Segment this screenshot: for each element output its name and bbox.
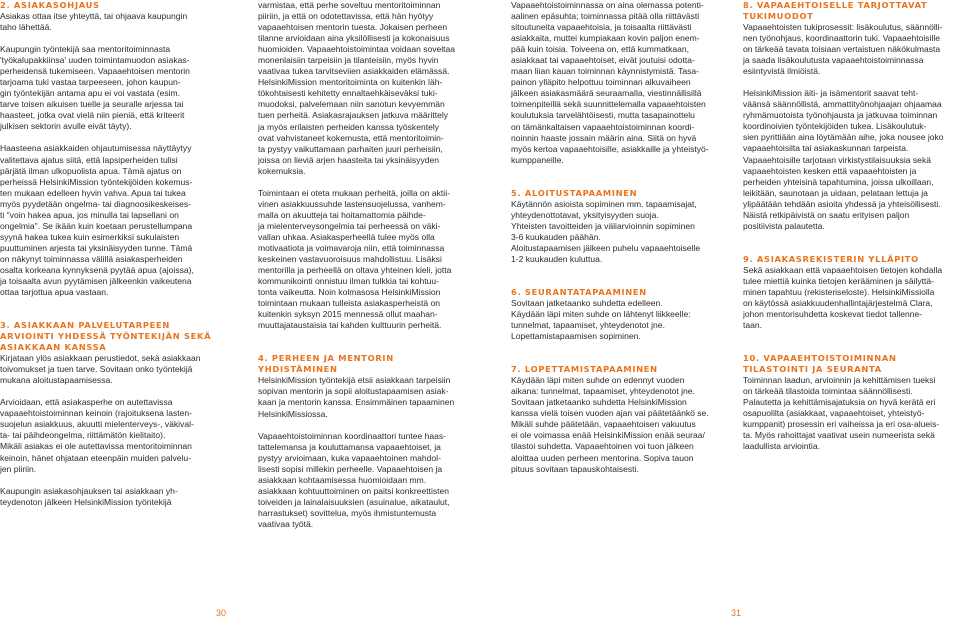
section-heading-9: 9. ASIAKASREKISTERIN YLLÄPITO [743, 253, 919, 264]
paragraph: HelsinkiMission työntekijä etsii asiakkaan tarpeisiin sopivan mentorin ja sopii aloitustapaamisen asiak- kaan ja mentorin kanssa. Ensimmäinen tapaaminen HelsinkiMissiossa. [258, 375, 455, 419]
left-page-column-1 [0, 0, 216, 508]
paragraph: Käydään läpi miten suhde on edennyt vuoden aikana: tunnelmat, tapaamiset, yhteydenotot jne. Sovitaan jatketaanko suhdetta HelsinkiMission kanssa vielä toisen vuoden ajan vai päätetäänkö se. Mikäli suhde päätetään, vapaaehtoisen vakuutus ei ole voimassa enää HelsinkiMission enää seuraa/ tilastoi suhdetta. Vapaaehtoinen voi tuon jälkeen aloittaa uuden perheen mentorina. Sopiva tauon pituus sovitaan tapauskohtaisesti. [511, 375, 709, 474]
paragraph: Vapaaehtoisten tukiprosessit: lisäkoulutus, säännölli- nen työnohjaus, koordinaattorin tuki. Vapaaehtoisille on tärkeää tavata toisiaan vertaistuen näkökulmasta ja saada lisäkoulutusta vapaaehtoistoiminnassa esiintyvistä ilmiöistä. [743, 22, 943, 77]
paragraph: Käytännön asioista sopiminen mm. tapaamisajat, yhteydenottotavat, yksityisyyden suoja. Yhteisten tavoitteiden ja väliarvioinnin sopiminen 3-6 kuukauden päähän. Aloitustapaamisen jälkeen puhelu vapaaehtoiselle 1-2 kuukauden kuluttua. [511, 198, 701, 264]
paragraph: Sovitaan jatketaanko suhdetta edelleen. Käydään läpi miten suhde on lähtenyt liikkeelle: tunnelmat, tapaamiset, yhteydenotot jne. Lopettamistapaamisen sopiminen. [511, 297, 691, 342]
page-number-left: 30 [216, 608, 227, 618]
section-heading-5: 5. ALOITUSTAPAAMINEN [511, 187, 638, 198]
paragraph: Asiakas ottaa itse yhteyttä, tai ohjaava kaupungin taho lähettää. [0, 11, 188, 33]
right-page-column-1 [511, 0, 727, 475]
page-number-right: 31 [731, 608, 742, 618]
paragraph: Vapaaehtoistoiminnan koordinaattori tuntee haas- tattelemansa ja kouluttamansa vapaaehtoiset, ja pystyy arvioimaan, kuka vapaaehtoinen mahdol- lisesti sopisi millekin perheelle. Vapaaehtoisen ja asiakkaan kohtaamisessa huomioidaan mm. asiakkaan kohtuuttoiminen on paitsi konkreettisten toiveiden ja lainalaisuuksien (asuinalue, aikataulut, harrastukset) sovittelua, myös ihmistuntemusta vaativaa työtä. [258, 430, 450, 529]
section-heading-4: 4. PERHEEN JA MENTORIN YHDISTÄMINEN [258, 353, 394, 375]
section-heading-2: 2. ASIAKASOHJAUS [0, 0, 100, 10]
section-heading-7: 7. LOPETTAMISTAPAAMINEN [511, 364, 658, 375]
paragraph: Toiminnan laadun, arvioinnin ja kehittämisen tueksi on tärkeää tilastoida toimintaa säännöllisesti. Palautetta ja kehittämisajatuksia on hyvä kerätä eri osapuolilta (asiakkaat, vapaaehtoiset, yhteistyö- kumppanit) prosessin eri vaiheissa ja eri osa-alueis- ta. Myös rahoittajat vaativat usein numeerista sekä laadullista arviointia. [743, 375, 940, 452]
paragraph: Vapaaehtoistoiminnassa on aina olemassa potenti- aalinen epäsuhta; toiminnassa pitää olla riittävästi sitoutuneita vapaaehtoisia, ja toisaalta riittävästi asiakkaita, muttei kumpiakaan kovin paljon enem- pää kuin toisia. Toiveena on, että kummatkaan, asiakkaat tai vapaaehtoiset, eivät joutuisi odotta- maan liian kauan toiminnan käynnistymistä. Tasa- painon ylläpito helpottuu toiminnan alkuvaiheen jälkeen asiakasmäärä seuraamalla, viestinnällisillä toimenpiteillä sekä suunnittelemalla vapaaehtoisten koulutuksia tarvelähtöisesti, mutta tasapainottelu on tämänkaltaisen vapaaehtoistoiminnan koordi- noinnin haaste jossain määrin aina. Siitä on hyvä myös kertoa vapaaehtoisille, asiakkaille ja yhteistyö- kumppaneille. [511, 0, 709, 165]
section-heading-3: 3. ASIAKKAAN PALVELUTARPEEN ARVIOINTI YHDESSÄ TYÖNTEKIJÄN SEKÄ ASIAKKAAN KANSSA [0, 320, 212, 353]
paragraph: Kirjataan ylös asiakkaan perustiedot, sekä asiakkaan toivomukset ja tuen tarve. Sovitaan onko työntekijä mukana aloitustapaamisessa. [0, 353, 201, 386]
section-heading-6: 6. SEURANTATAPAAMINEN [511, 286, 647, 297]
paragraph: HelsinkiMission äiti- ja isämentorit saavat teht- väänsä säännöllistä, ammattityönohjaajan ohjaamaa ryhmämuotoista työnohjausta ja jatkuvaa toiminnan koordinoivien työntekijöiden tukea. Lisäkoulutuk- sien pyrittiään aina löytämään aihe, joka nousee joko vapaaehtoisilta tai asiakaskunnan tarpeista. Vapaaehtoisille tarjotaan virkistystilaisuuksia sekä vapaaehtoisten kesken että vapaaehtoisten ja perheiden yhteisinä tapahtumina, joissa ulkoillaan, leikitään, saunotaan ja uidaan, pelataan lettuja ja ylipäätään tehdään asioita yhdessä ja yhteisöllisesti. Näistä retkipäivistä on saatu erityisen paljon positiivista palautetta. [743, 88, 944, 231]
paragraph: Haasteena asiakkaiden ohjautumisessa näyttäytyy valitettava ajatus siitä, että lapsiperheiden tulisi pärjätä ilman ulkopuolista apua. Tämä ajatus on perheissä HelsinkiMission työntekijöiden kokemus- ten mukaan edelleen hyvin vahva. Apua tai tukea myös pyydetään ongelma- tai diagnoosikeskeises- ti "voin hakea apua, jos minulla tai lapsellani on ongelmia". Se ikään kuin koetaan perustellumpana syynä hakea tukea kuin esimerkiksi sukulaisten puuttuminen arjesta tai yksinäisyyden tunne. Tämä on näkynyt toiminnassa välillä asiakasperheiden osalta korkeana kynnyksenä pyytää apua (ajoissa), ja toisaalta avun pyytämisen jälkeenkin vaikeutena ottaa tarjottua apua vastaan. [0, 143, 194, 298]
section-heading-10: 10. VAPAAEHTOISTOIMINNAN TILASTOINTI JA SEURANTA [743, 353, 897, 375]
paragraph: varmistaa, että perhe soveltuu mentoritoiminnan piiriin, ja että on odotettavissa, että hän hyötyy vapaaehtoisen mentorin tuesta. Jokaisen perheen tilanne arvioidaan aina yksilöllisesti ja kokonaisuus huomioiden. Vapaaehtoistoimintaa voidaan soveltaa monenlaisiin tarpeisiin ja tilanteisiin, myös hyvin vaativaa tukea tarvitseviien asiakkaiden elämässä. HelsinkiMission mentoritoiminta on kuitenkin läh- tökohtaisesti kehitetty ennaltaehkäiseväksi tuki- muodoksi, palvelemaan niin sanotun kevyemmän tuen perheitä. Asiakasrajauksen jatkuva määrittely ja myös erilaisten perheiden kanssa työskentely ovat vahvistaneet kokemusta, että mentoritoimin- ta pystyy vaikuttamaan parhaiten juuri perheisiin, joissa on lieviä arjen haasteita tai yksinäisyyden kokemuksia. [258, 0, 456, 176]
paragraph: Sekä asiakkaan että vapaaehtoisen tietojen kohdalla tulee miettiä kuinka tietojen kerääminen ja säilyttä- minen tapahtuu (rekisteriseloste). HelsinkiMissiolla on käytössä asiakkuudenhallintajärjestelmä Clara, johon mentorisuhdetta koskevat tiedot tallenne- taan. [743, 264, 943, 331]
section-heading-8: 8. VAPAAEHTOISELLE TARJOTTAVAT TUKIMUODOT [743, 0, 928, 21]
paragraph: Arvioidaan, että asiakasperhe on autettavissa vapaaehtoistoiminnan keinoin (rajoituksena lasten- suojelun asiakkuus, akuutti mielenterveys-, väkival- ta- tai päihdeongelma, riittämätön kielitaito). Mikäli asiakas ei ole autettavissa mentoritoiminnan keinoin, hänet ohjataan eteenpäin muiden palvelu- jen piiriin. [0, 397, 194, 474]
paragraph: Toimintaan ei oteta mukaan perheitä, joilla on aktii- vinen asiakkuussuhde lastensuojelussa, vanhem- malla on akuutteja tai hoitamattomia päihde- ja mielenterveysongelmia tai perheessä on väki- vallan uhkaa. Asiakasperheellä tulee myös olla motivaatiota ja voimavaroja niin, että toiminnassa keskeinen vastavuoroisuus mahdollistuu. Lisäksi mentorilla ja perheellä on oltava yhteinen kieli, jotta kommunikointi onnistuu ilman tulkkia tai kohtuu- tonta vaikeutta. Noin kolmasosa HelsinkiMission toimintaan mukaan tulleista asiakasperheistä on kuitenkin syksyn 2015 mennessä ollut maahan- muuttajataustaisia tai kahden kulttuurin perheitä. [258, 187, 452, 331]
paragraph: Kaupungin asiakasohjauksen tai asiakkaan yh- teydenoton jälkeen HelsinkiMission työntekijä [0, 485, 178, 507]
right-page-column-2 [743, 0, 959, 452]
left-page-column-2 [258, 0, 474, 530]
paragraph: Kaupungin työntekijä saa mentoritoiminnasta 'työkalupakkiinsa' uuden toimintamuodon asiakas- perheidensä tukemiseen. Vapaaehtoisen mentorin tarjoama tuki vastaa tarpeeseen, johon kaupun- gin työntekijän antama apu ei voi vastata (esim. tarve toisen aikuisen tuelle ja seuralle arjessa tai haasteet, jotka ovat vielä niin pieniä, että kriteerit julkisen sektorin avulle eivät täyty). [0, 44, 190, 132]
